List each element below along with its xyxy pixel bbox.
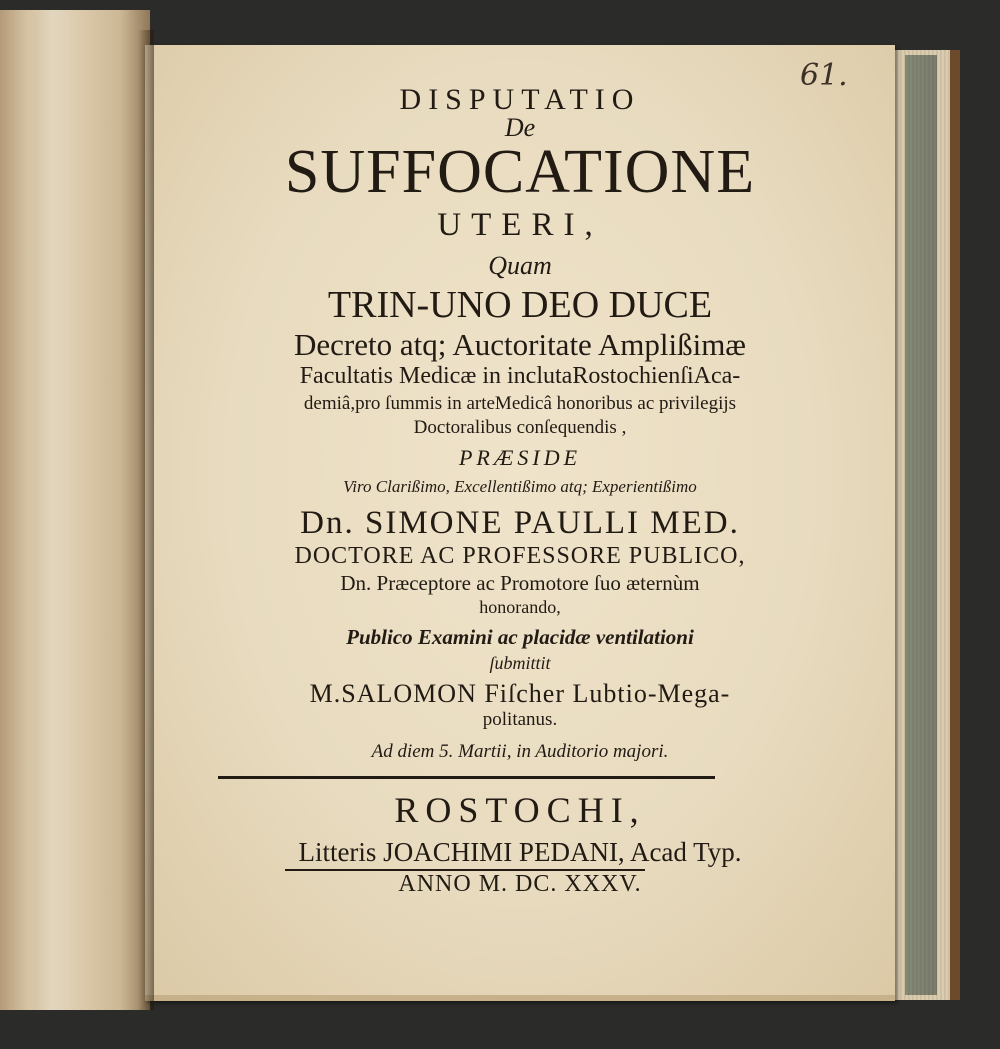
imprint-year: ANNO M. DC. XXXV. [398, 871, 642, 897]
page-fold [36, 10, 70, 1010]
respondens-origin: politanus. [482, 709, 558, 730]
praeses-name: Dn. SIMONE PAULLI MED. [300, 505, 740, 541]
praeses-honorando: honorando, [479, 597, 561, 617]
title-quam: Quam [488, 251, 552, 280]
left-page [0, 10, 150, 1010]
praeses-title: DOCTORE AC PROFESSORE PUBLICO, [294, 543, 746, 569]
imprint-printer: Litteris JOACHIMI PEDANI, Acad Typ. [298, 837, 742, 867]
title-suffocatione: SUFFOCATIONE [284, 138, 756, 206]
title-trin-uno: TRIN-UNO DEO DUCE [327, 284, 713, 326]
spine-shadow [138, 30, 154, 1010]
imprint-place: ROSTOCHI, [394, 790, 646, 830]
shelfmark-annotation: 61. [800, 58, 848, 93]
respondens-name: M.SALOMON Fiſcher Lubtio-Mega- [309, 679, 731, 708]
praeside-label: PRÆSIDE [458, 445, 582, 470]
title-academia: demiâ,pro ſummis in arteMedicâ honoribus ac privilegijs [303, 393, 737, 414]
title-decreto: Decreto atq; Auctoritate Amplißimæ [294, 327, 746, 362]
submittit: ſubmittit [489, 653, 551, 673]
cover-edge [905, 55, 937, 995]
title-de: De [504, 113, 536, 142]
title-uteri: UTERI, [437, 207, 603, 243]
title-disputatio: DISPUTATIO [399, 83, 641, 116]
praeses-epithets: Viro Clarißimo, Excellentißimo atq; Experientißimo [343, 477, 697, 496]
examini-line: Publico Examini ac placidæ ventilationi [346, 625, 694, 649]
disputation-date: Ad diem 5. Martii, in Auditorio majori. [371, 741, 669, 762]
horizontal-rule [218, 776, 715, 779]
title-doctoralibus: Doctoralibus conſequendis , [413, 417, 627, 438]
title-facultatis: Facultatis Medicæ in inclutaRostochienſiAca- [299, 363, 741, 389]
title-page [145, 45, 895, 1001]
praeses-praeceptor: Dn. Præceptore ac Promotore ſuo æternùm [340, 571, 700, 595]
